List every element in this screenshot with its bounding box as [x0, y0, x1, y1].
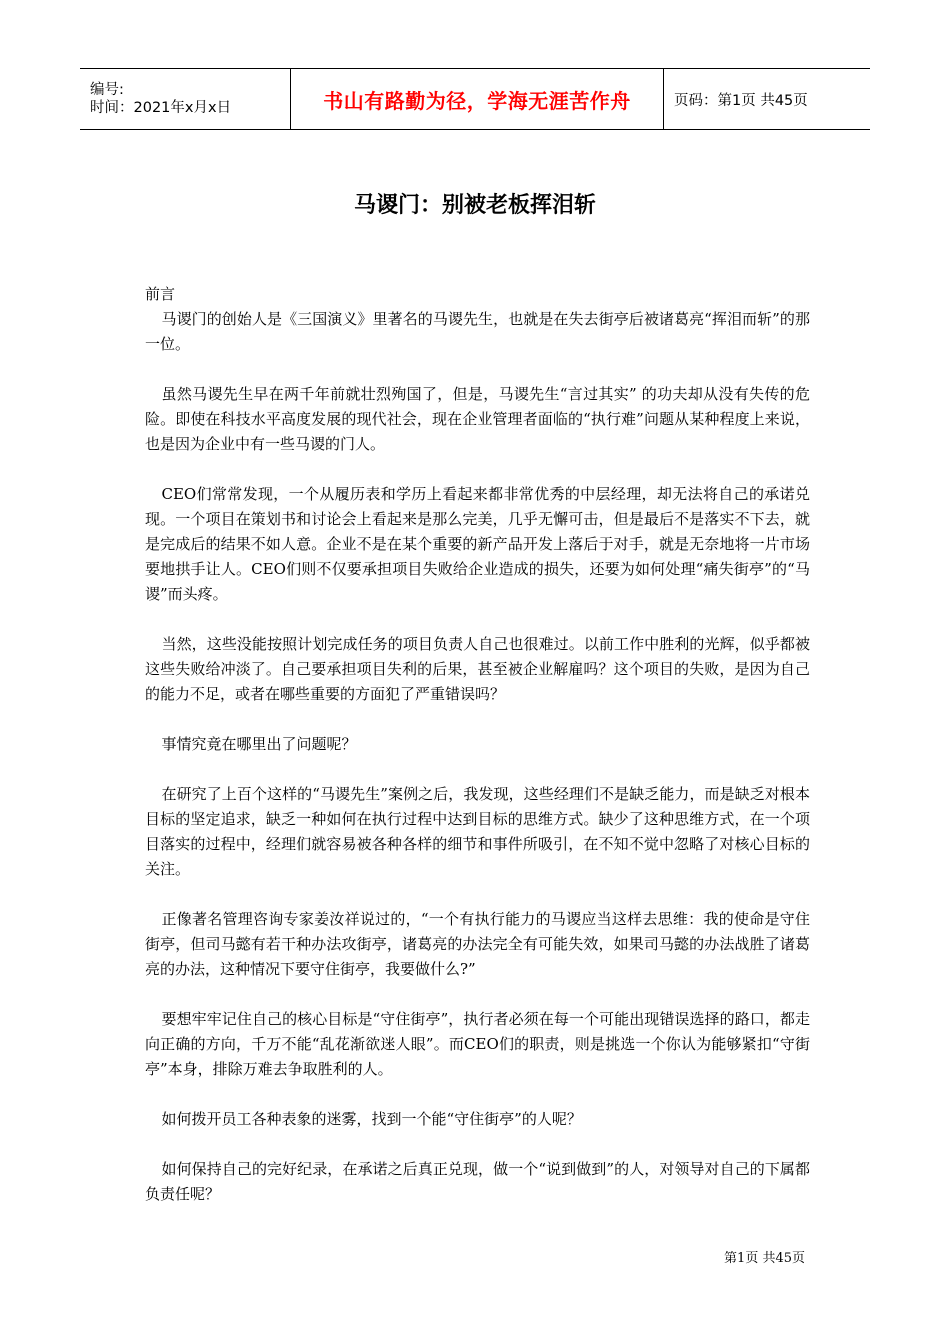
motto: 书山有路勤为径，学海无涯苦作舟 — [323, 88, 631, 113]
document-title: 马谡门：别被老板挥泪斩 — [353, 193, 596, 218]
paragraph: 要想牢牢记住自己的核心目标是“守住街亭”，执行者必须在每一个可能出现错误选择的路口，都走向正确的方向，千万不能“乱花渐欲迷人眼”。而CEO们的职责，则是挑选一个你认为能够紧扣“守街亭”本身，排除万难去争取胜利的人。 — [145, 1010, 810, 1078]
number-label: 编号: — [90, 82, 124, 98]
paragraph: 正像著名管理咨询专家姜汝祥说过的，“一个有执行能力的马谡应当这样去思维：我的使命是守住街亭，但司马懿有若干种办法攻街亭，诸葛亮的办法完全有可能失效，如果司马懿的办法战胜了诸葛亮的办法，这种情况下要守住街亭，我要做什么?” — [145, 910, 810, 978]
document-body — [145, 282, 810, 1232]
page-code: 页码：第1页 共45页 — [674, 92, 808, 109]
header-meta — [80, 69, 290, 129]
header-page-cell — [664, 69, 870, 129]
preface-label: 前言 — [145, 285, 176, 303]
paragraph: 如何保持自己的完好纪录，在承诺之后真正兑现，做一个“说到做到”的人，对领导对自己的下属都负责任呢？ — [145, 1160, 810, 1203]
paragraph: 虽然马谡先生早在两千年前就壮烈殉国了，但是，马谡先生“言过其实” 的功夫却从没有失传的危险。即使在科技水平高度发展的现代社会，现在企业管理者面临的“执行难”问题从某种程度上来说，也是因为企业中有一些马谡的门人。 — [145, 385, 810, 453]
document-header — [80, 68, 870, 130]
paragraph: 马谡门的创始人是《三国演义》里著名的马谡先生，也就是在失去街亭后被诸葛亮“挥泪而斩”的那一位。 — [145, 310, 810, 353]
paragraph: 事情究竟在哪里出了问题呢？ — [161, 735, 357, 753]
time-label: 时间：2021年x月x日 — [90, 100, 232, 116]
paragraph: 在研究了上百个这样的“马谡先生”案例之后，我发现，这些经理们不是缺乏能力，而是缺乏对根本目标的坚定追求，缺乏一种如何在执行过程中达到目标的思维方式。缺少了这种思维方式，在一个项目落实的过程中，经理们就容易被各种各样的细节和事件所吸引，在不知不觉中忽略了对核心目标的关注。 — [145, 785, 810, 878]
paragraph: 如何拨开员工各种表象的迷雾，找到一个能“守住街亭”的人呢？ — [161, 1110, 582, 1128]
page-footer: 第1页 共45页 — [724, 1251, 805, 1266]
paragraph: 当然，这些没能按照计划完成任务的项目负责人自己也很难过。以前工作中胜利的光辉，似乎都被这些失败给冲淡了。自己要承担项目失利的后果，甚至被企业解雇吗？这个项目的失败，是因为自己的能力不足，或者在哪些重要的方面犯了严重错误吗？ — [145, 635, 810, 703]
paragraph: CEO们常常发现，一个从履历表和学历上看起来都非常优秀的中层经理，却无法将自己的承诺兑现。一个项目在策划书和讨论会上看起来是那么完美，几乎无懈可击，但是最后不是落实不下去，就是完成后的结果不如人意。企业不是在某个重要的新产品开发上落后于对手，就是无奈地将一片市场要地拱手让人。CEO们则不仅要承担项目失败给企业造成的损失，还要为如何处理“痛失街亭”的“马谡”而头疼。 — [145, 485, 810, 603]
header-motto-cell — [290, 69, 664, 129]
